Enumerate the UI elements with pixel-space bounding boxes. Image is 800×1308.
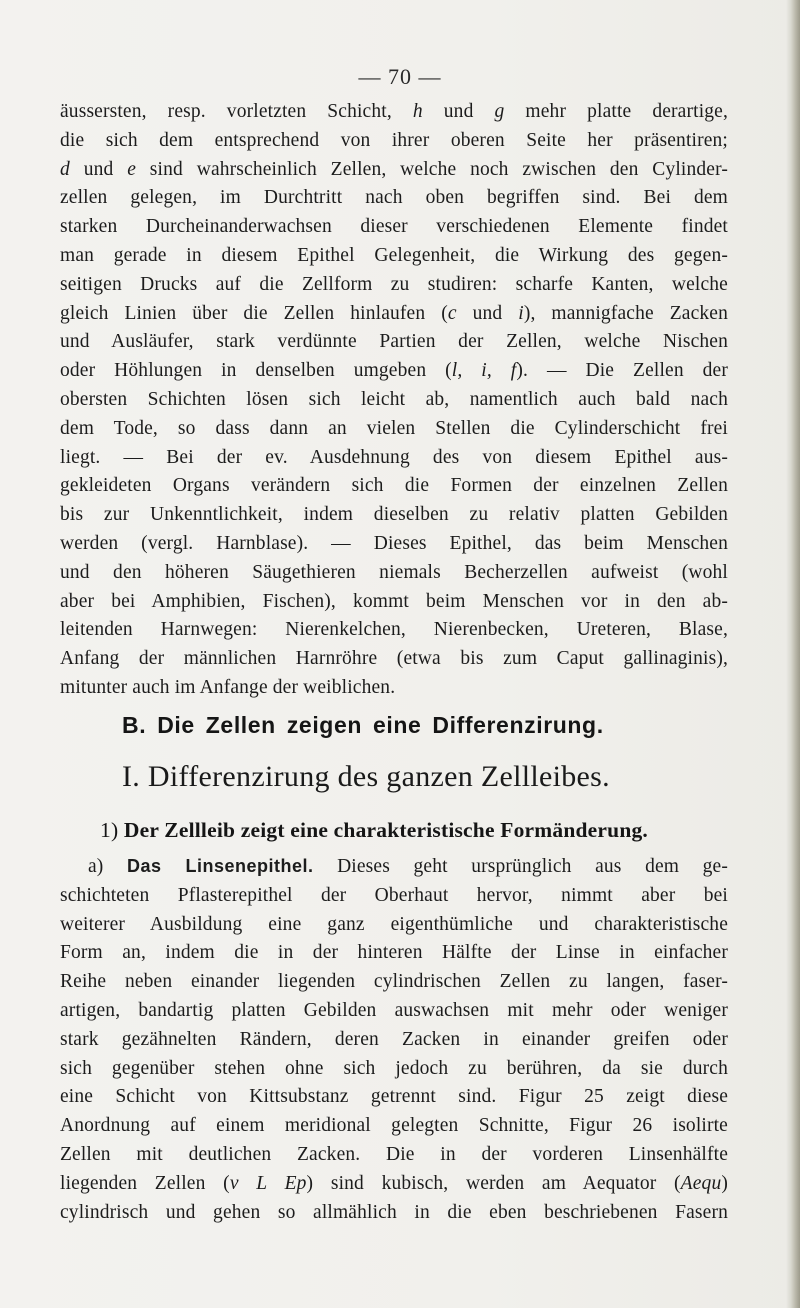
text-line: cylindrisch und gehen so allmählich in die eben beschriebenen Fasern <box>60 1201 728 1223</box>
text-line: Anfang der männlichen Harnröhre (etwa bis zum Caput gallinaginis), <box>60 648 728 670</box>
section-heading-b: B. Die Zellen zeigen eine Differenzirung. <box>122 712 604 738</box>
text-line: und Ausläufer, stark verdünnte Partien der Zellen, welche Nischen <box>60 331 728 353</box>
text-line: Form an, indem die in der hinteren Hälfte der Linse in einfacher <box>60 942 728 964</box>
text-line: gleich Linien über die Zellen hinlaufen (c und i), mannigfache Zacken <box>60 302 728 324</box>
text-line: liegenden Zellen (v L Ep) sind kubisch, werden am Aequator (Aequ) <box>60 1172 728 1194</box>
text-line: äussersten, resp. vorletzten Schicht, h und g mehr platte derartige, <box>60 101 728 122</box>
paragraph-epithel-continuation <box>60 98 728 703</box>
heading-text: Der Zellleib zeigt eine charakteristische Formänderung. <box>123 818 649 842</box>
text-line: seitigen Drucks auf die Zellform zu studiren: scharfe Kanten, welche <box>60 273 728 295</box>
heading-number: 1) <box>100 818 119 842</box>
subsubsection-heading-1 <box>100 818 740 843</box>
text-line: mitunter auch im Anfange der weiblichen. <box>60 676 396 698</box>
text-line: zellen gelegen, im Durchtritt nach oben begriffen sind. Bei dem <box>60 187 728 209</box>
text-line: Reihe neben einander liegenden cylindrischen Zellen zu langen, faser- <box>60 971 728 993</box>
text-line: bis zur Unkenntlichkeit, indem dieselben zu relativ platten Gebilden <box>60 504 728 526</box>
text-line: sich gegenüber stehen ohne sich jedoch zu berühren, da sie durch <box>60 1057 728 1079</box>
text-line: oder Höhlungen in denselben umgeben (l, i, f). — Die Zellen der <box>60 360 728 382</box>
page-number: — 70 — <box>358 64 442 89</box>
text-line: man gerade in diesem Epithel Gelegenheit, die Wirkung des gegen- <box>60 244 728 266</box>
text-line: Zellen mit deutlichen Zacken. Die in der vorderen Linsenhälfte <box>60 1143 728 1165</box>
text-line: liegt. — Bei der ev. Ausdehnung des von diesem Epithel aus- <box>60 446 728 468</box>
text-line: leitenden Harnwegen: Nierenkelchen, Nierenbecken, Ureteren, Blase, <box>60 619 728 641</box>
text-line: aber bei Amphibien, Fischen), kommt beim Menschen vor in den ab- <box>60 590 728 612</box>
paragraph-linsenepithel <box>60 852 728 1227</box>
text-line: dem Tode, so dass dann an vielen Stellen die Cylinderschicht frei <box>60 417 728 439</box>
inline-heading: Das Linsenepithel. <box>127 856 314 876</box>
text-line: werden (vergl. Harnblase). — Dieses Epithel, das beim Menschen <box>60 532 728 554</box>
text-line: weiterer Ausbildung eine ganz eigenthümliche und charakteristische <box>60 913 728 935</box>
text-line: artigen, bandartig platten Gebilden auswachsen mit mehr oder weniger <box>60 999 728 1021</box>
text-line: und den höheren Säugethieren niemals Becherzellen aufweist (wohl <box>60 561 728 583</box>
text-line: gekleideten Organs verändern sich die Formen der einzelnen Zellen <box>60 475 728 497</box>
subsection-heading-i: I. Differenzirung des ganzen Zellleibes. <box>122 760 610 793</box>
text-line: a) Das Linsenepithel. Dieses geht ursprünglich aus dem ge- <box>88 856 728 877</box>
text-line: d und e sind wahrscheinlich Zellen, welche noch zwischen den Cylinder- <box>60 158 729 180</box>
page-edge-shadow <box>786 0 800 1308</box>
text-line: schichteten Pflasterepithel der Oberhaut hervor, nimmt aber bei <box>60 884 728 906</box>
text-line: stark gezähnelten Rändern, deren Zacken in einander greifen oder <box>60 1028 728 1050</box>
text-line: die sich dem entsprechend von ihrer oberen Seite her präsentiren; <box>60 129 728 151</box>
text-line: starken Durcheinanderwachsen dieser verschiedenen Elemente findet <box>60 216 728 238</box>
text-line: eine Schicht von Kittsubstanz getrennt sind. Figur 25 zeigt diese <box>60 1086 728 1108</box>
text-line: Anordnung auf einem meridional gelegten Schnitte, Figur 26 isolirte <box>60 1115 728 1137</box>
text-line: obersten Schichten lösen sich leicht ab, namentlich auch bald nach <box>60 388 728 410</box>
